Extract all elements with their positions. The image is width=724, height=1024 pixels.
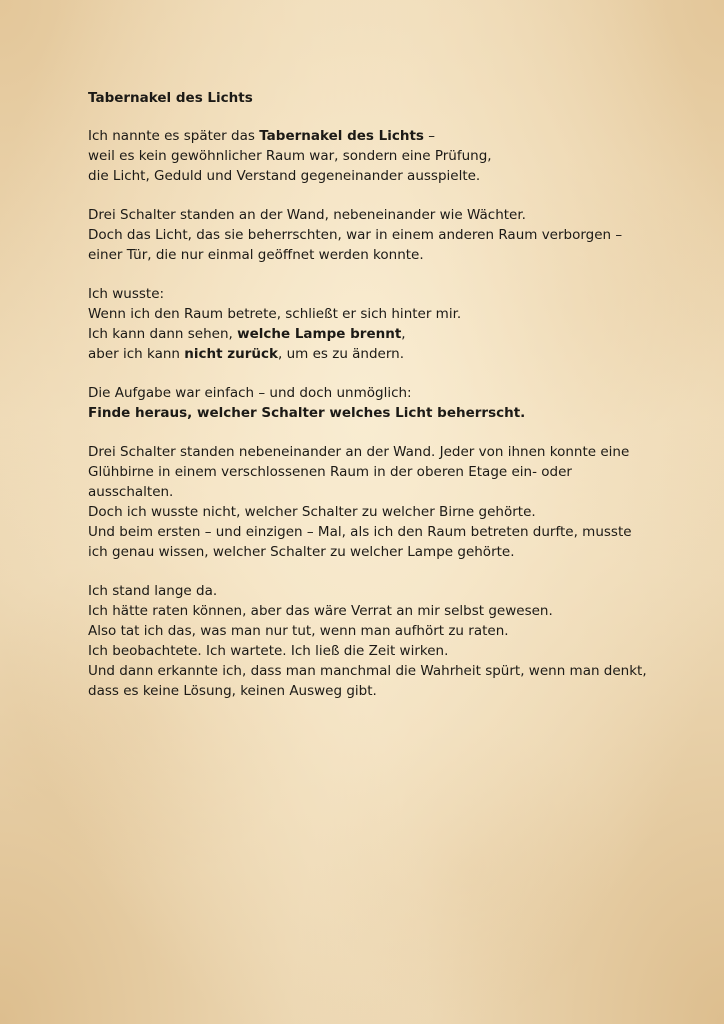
paragraph-6-line-1: Ich stand lange da.: [88, 583, 218, 599]
paragraph-3-line-3: Ich kann dann sehen, welche Lampe brennt,: [88, 326, 406, 342]
paragraph-6-line-3: Also tat ich das, was man nur tut, wenn man aufhört zu raten.: [88, 623, 509, 639]
paragraph-5-line-1: Drei Schalter standen nebeneinander an der Wand. Jeder von ihnen konnte eine: [88, 444, 630, 460]
paragraph-4-line-2: Finde heraus, welcher Schalter welches Licht beherrscht.: [88, 405, 526, 421]
document-title: Tabernakel des Lichts: [88, 90, 253, 106]
paragraph-5-line-6: ich genau wissen, welcher Schalter zu welcher Lampe gehörte.: [88, 544, 515, 560]
emphasis-zurueck: nicht zurück: [184, 346, 279, 362]
paragraph-3-line-4: aber ich kann nicht zurück, um es zu ändern.: [88, 346, 405, 362]
paragraph-5-line-2: Glühbirne in einem verschlossenen Raum in der oberen Etage ein- oder: [88, 464, 572, 480]
paragraph-5-line-5: Und beim ersten – und einzigen – Mal, als ich den Raum betreten durfte, musste: [88, 524, 632, 540]
paragraph-2-line-2: Doch das Licht, das sie beherrschten, war in einem anderen Raum verborgen –: [88, 227, 623, 243]
paragraph-2-line-1: Drei Schalter standen an der Wand, nebeneinander wie Wächter.: [88, 207, 526, 223]
paragraph-6-line-5: Und dann erkannte ich, dass man manchmal die Wahrheit spürt, wenn man denkt,: [88, 663, 647, 679]
paragraph-3: [88, 284, 688, 364]
paragraph-4-line-1: Die Aufgabe war einfach – und doch unmöglich:: [88, 385, 412, 401]
emphasis-lampe: welche Lampe brennt: [237, 326, 402, 342]
paragraph-1-line-2: weil es kein gewöhnlicher Raum war, sondern eine Prüfung,: [88, 148, 492, 164]
paragraph-5-line-4: Doch ich wusste nicht, welcher Schalter zu welcher Birne gehörte.: [88, 504, 536, 520]
paragraph-6-line-4: Ich beobachtete. Ich wartete. Ich ließ die Zeit wirken.: [88, 643, 449, 659]
paragraph-6-line-6: dass es keine Lösung, keinen Ausweg gibt.: [88, 683, 377, 699]
paragraph-3-line-1: Ich wusste:: [88, 286, 165, 302]
paragraph-1: [88, 126, 688, 186]
document-page: [88, 88, 688, 720]
paragraph-5-line-3: ausschalten.: [88, 484, 174, 500]
paragraph-2-line-3: einer Tür, die nur einmal geöffnet werden konnte.: [88, 247, 424, 263]
paragraph-1-line-3: die Licht, Geduld und Verstand gegeneinander ausspielte.: [88, 168, 481, 184]
paragraph-2: [88, 205, 688, 265]
paragraph-5: [88, 442, 688, 562]
paragraph-4: [88, 383, 688, 423]
paragraph-1-line-1: Ich nannte es später das Tabernakel des Lichts –: [88, 128, 436, 144]
emphasis-tabernakel: Tabernakel des Lichts: [259, 128, 424, 144]
paragraph-3-line-2: Wenn ich den Raum betrete, schließt er sich hinter mir.: [88, 306, 462, 322]
paragraph-6-line-2: Ich hätte raten können, aber das wäre Verrat an mir selbst gewesen.: [88, 603, 553, 619]
paragraph-6: [88, 581, 688, 701]
